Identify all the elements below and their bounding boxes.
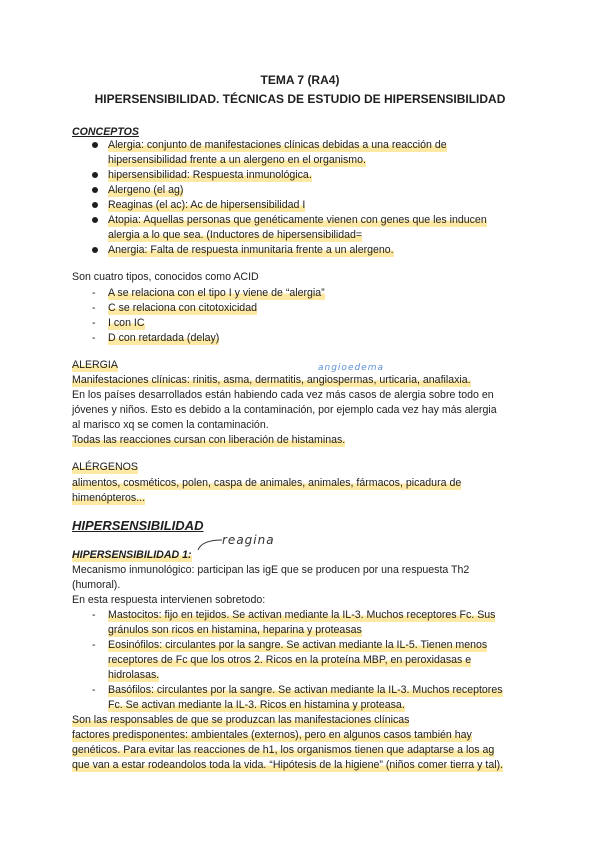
bullet-icon — [92, 247, 98, 253]
concepto-line: hipersensibilidad frente a un alergeno en el organismo. — [108, 154, 366, 166]
alergia-line: Manifestaciones clínicas: rinitis, asma, dermatitis, angiospermas, urticaria, anafilaxia. — [72, 374, 471, 386]
tipo-line: I con IC — [108, 317, 145, 329]
handwritten-annotation: angioedema — [318, 363, 385, 373]
cell-line: receptores de Fc que los otros 2. Ricos en la proteína MBP, en peroxidasas e — [108, 654, 472, 666]
cell-line: hidrolasas. — [108, 669, 160, 681]
tipos-intro: Son cuatro tipos, conocidos como ACID — [72, 271, 259, 283]
alergia-line: Todas las reacciones cursan con liberación de histaminas. — [72, 434, 346, 446]
body-line: En esta respuesta intervienen sobretodo: — [72, 594, 266, 606]
sub-heading: HIPERSENSIBILIDAD 1: — [72, 549, 192, 561]
dash-icon: - — [92, 332, 96, 344]
concepto-line: Alergeno (el ag) — [108, 184, 184, 196]
closing-line: que van a estar rodeandolos toda la vida. “Hipótesis de la higiene” (niños comer tierra y tal). — [72, 759, 504, 771]
conceptos-heading: CONCEPTOS — [72, 126, 139, 138]
cell-line: Fc. Se activan mediante la IL-3. Ricos en histamina y proteasa. — [108, 699, 405, 711]
cell-line: gránulos son ricos en histamina, heparina y proteasas — [108, 624, 362, 636]
concepto-line: Alergia: conjunto de manifestaciones clínicas debidas a una reacción de — [108, 139, 447, 151]
tipo-line: C se relaciona con citotoxicidad — [108, 302, 257, 314]
handwritten-annotation: reagina — [222, 533, 275, 547]
page-title: TEMA 7 (RA4) — [260, 73, 340, 87]
alergenos-heading: ALÉRGENOS — [72, 461, 138, 473]
closing-line: genéticos. Para evitar las reacciones de h1, los organismos tienen que adaptarse a los ag — [72, 744, 495, 756]
alergenos-line: himenópteros... — [72, 492, 146, 504]
alergia-line: jóvenes y niños. Esto es debido a la contaminación, por ejemplo cada vez hay más alergia — [72, 404, 497, 416]
section-heading: HIPERSENSIBILIDAD — [72, 518, 204, 533]
alergenos-line: alimentos, cosméticos, polen, caspa de animales, animales, fármacos, picadura de — [72, 477, 462, 489]
tipo-line: A se relaciona con el tipo I y viene de “alergia” — [108, 287, 325, 299]
dash-icon: - — [92, 302, 96, 314]
alergia-heading: ALERGIA — [72, 359, 118, 371]
concepto-line: Anergia: Falta de respuesta inmunitaria frente a un alergeno. — [108, 244, 394, 256]
cell-line: Mastocitos: fijo en tejidos. Se activan mediante la IL-3. Muchos receptores Fc. Sus — [108, 609, 496, 621]
dash-icon: - — [92, 684, 96, 696]
tipo-line: D con retardada (delay) — [108, 332, 220, 344]
bullet-icon — [92, 187, 98, 193]
dash-icon: - — [92, 609, 96, 621]
bullet-icon — [92, 202, 98, 208]
dash-icon: - — [92, 287, 96, 299]
bullet-icon — [92, 142, 98, 148]
bullet-icon — [92, 172, 98, 178]
cell-line: Basófilos: circulantes por la sangre. Se activan mediante la IL-3. Muchos receptores — [108, 684, 503, 696]
concepto-line: hipersensibilidad: Respuesta inmunológica. — [108, 169, 312, 181]
bullet-icon — [92, 217, 98, 223]
concepto-line: Reaginas (el ac): Ac de hipersensibilidad I — [108, 199, 306, 211]
dash-icon: - — [92, 317, 96, 329]
alergia-line: En los países desarrollados están habiendo cada vez más casos de alergia sobre todo en — [72, 389, 494, 401]
body-line: Mecanismo inmunológico: participan las igE que se producen por una respuesta Th2 — [72, 564, 470, 576]
concepto-line: alergia a lo que sea. (Inductores de hipersensibilidad= — [108, 229, 363, 241]
body-line: (humoral). — [72, 579, 121, 591]
dash-icon: - — [92, 639, 96, 651]
closing-line: factores predisponentes: ambientales (externos), pero en algunos casos también hay — [72, 729, 472, 741]
page-subtitle: HIPERSENSIBILIDAD. TÉCNICAS DE ESTUDIO DE HIPERSENSIBILIDAD — [94, 92, 506, 106]
concepto-line: Atopia: Aquellas personas que genéticamente vienen con genes que les inducen — [108, 214, 487, 226]
cell-line: Eosinófilos: circulantes por la sangre. Se activan mediante la IL-5. Tienen menos — [108, 639, 488, 651]
closing-line: Son las responsables de que se produzcan las manifestaciones clínicas — [72, 714, 410, 726]
alergia-line: al marisco xq se comen la contaminación. — [72, 419, 269, 431]
